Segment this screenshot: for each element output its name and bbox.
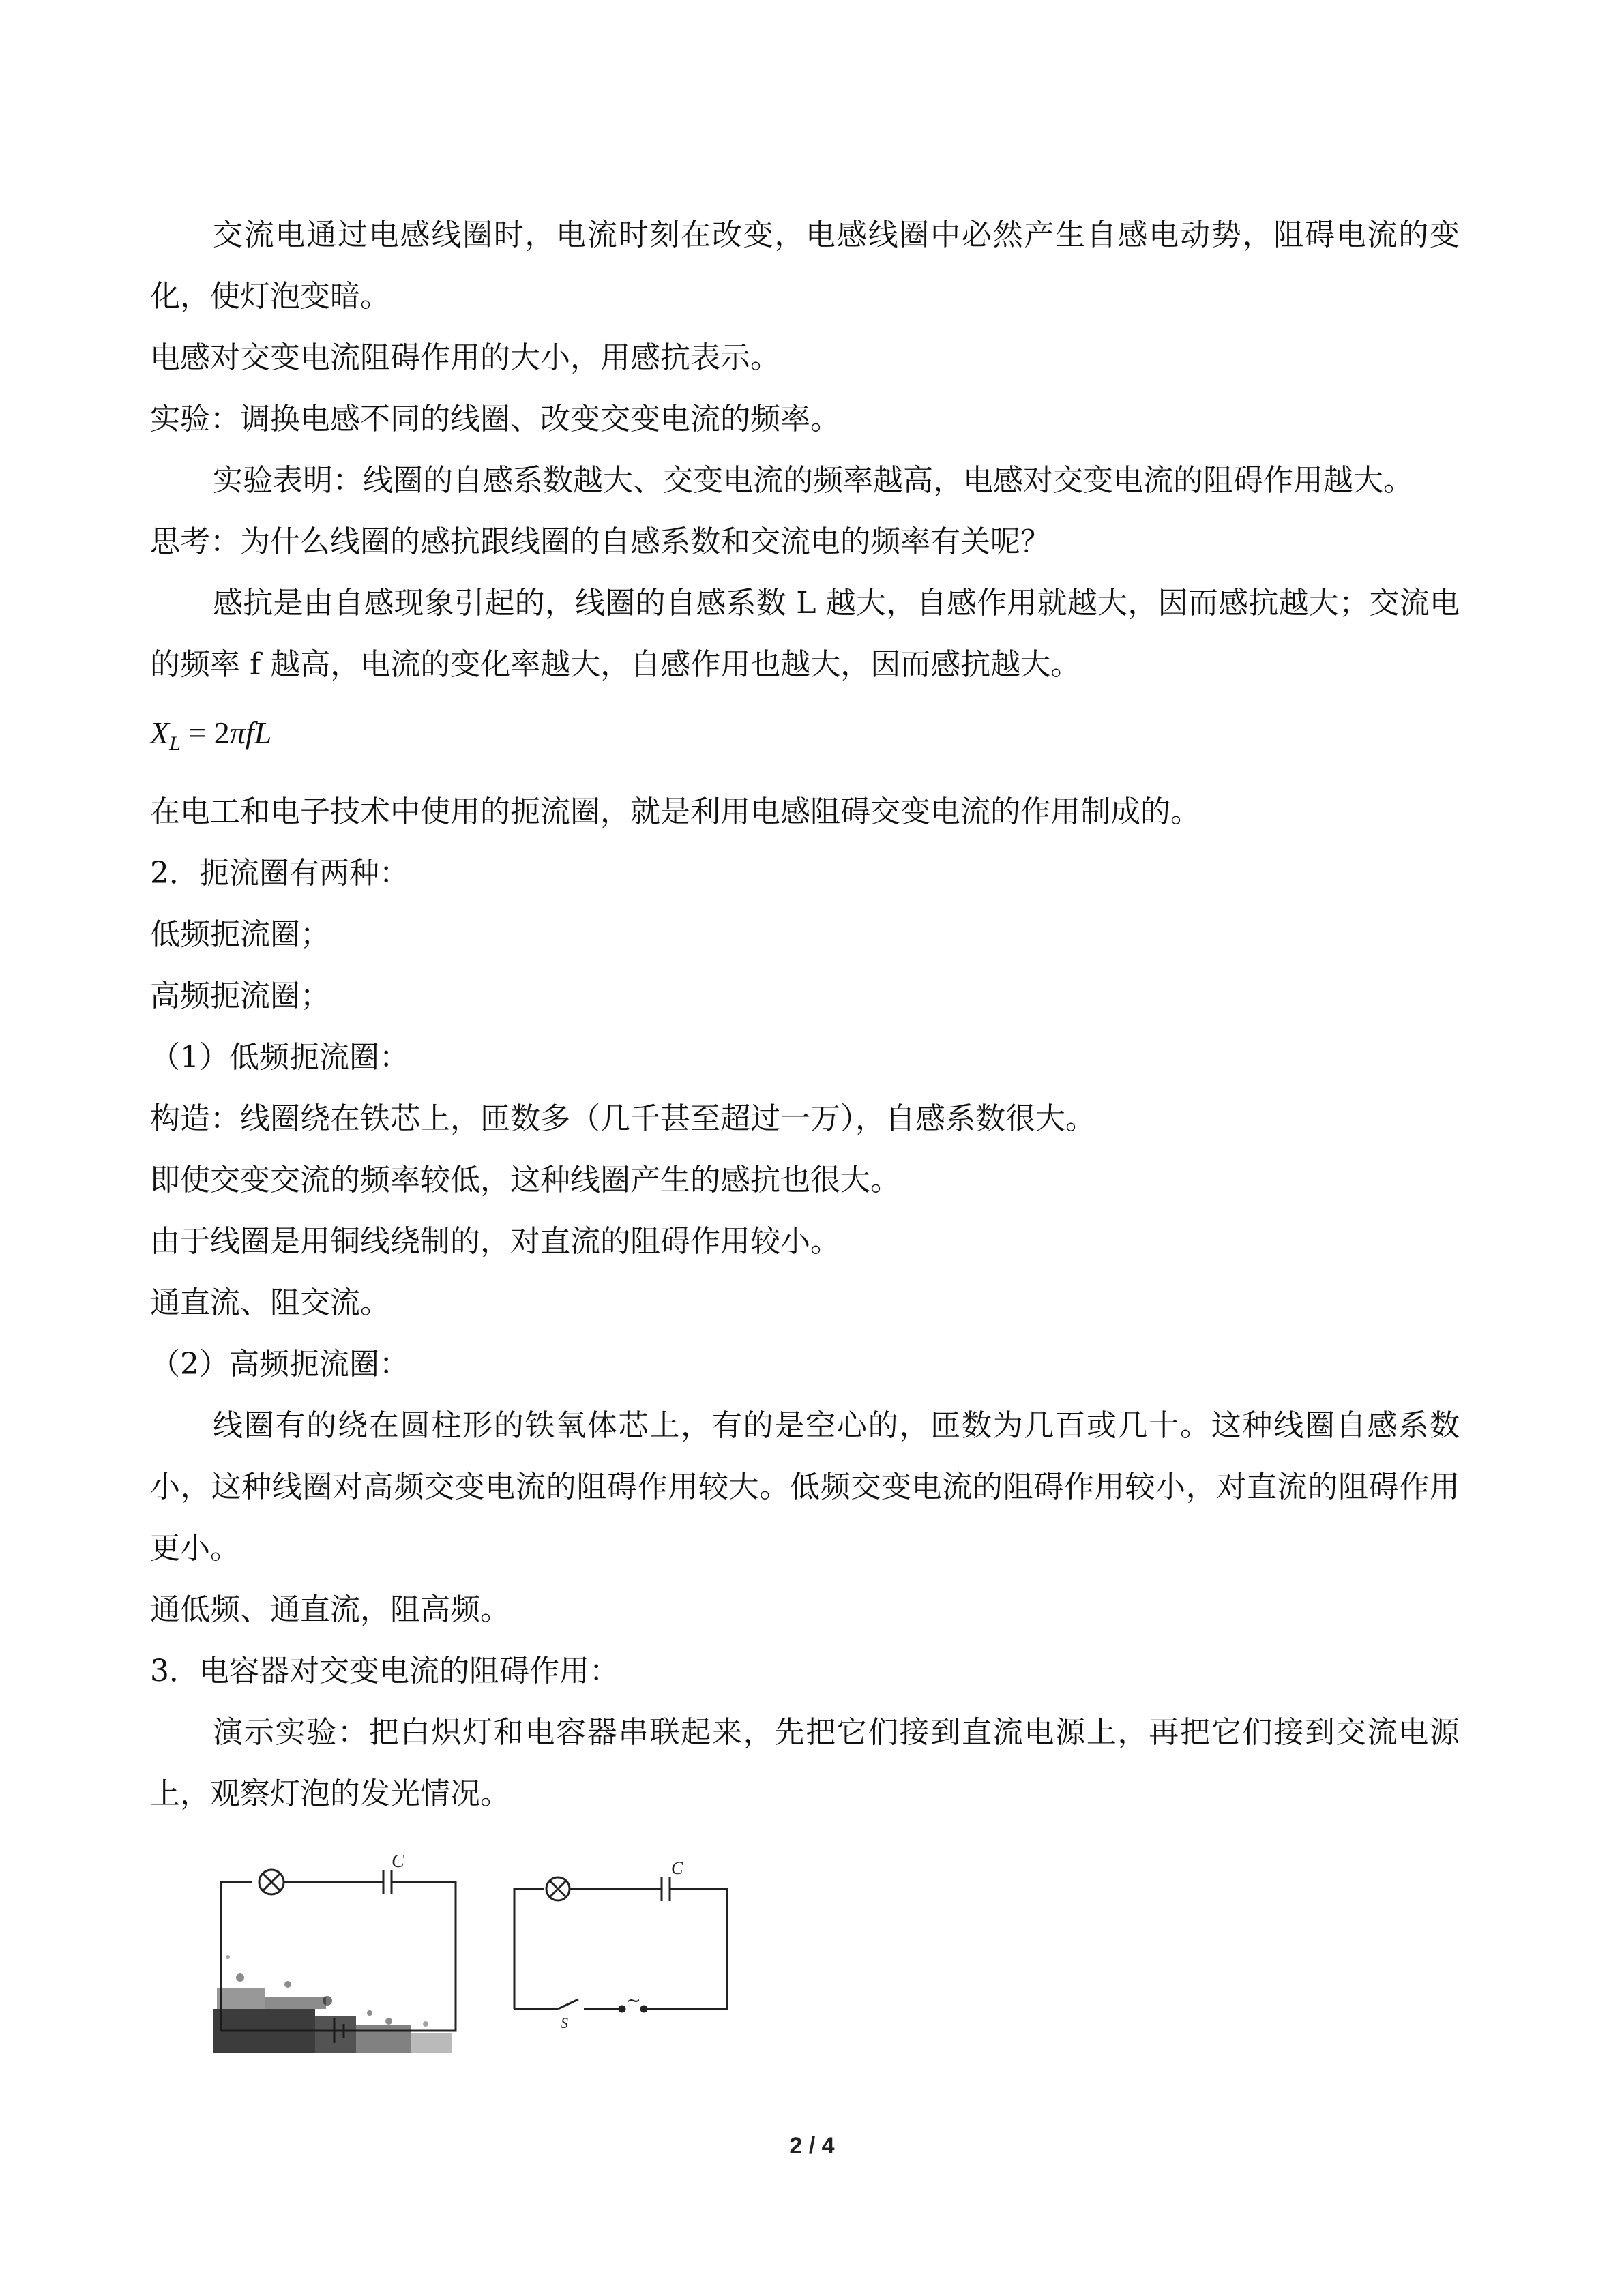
ac-source-icon: ~ xyxy=(626,1991,641,2011)
paragraph: 演示实验：把白炽灯和电容器串联起来，先把它们接到直流电源上，再把它们接到交流电源上，观察灯泡的发光情况。 xyxy=(150,1715,1460,1811)
paragraph: 思考：为什么线圈的感抗跟线圈的自感系数和交流电的频率有关呢？ xyxy=(150,524,1050,559)
switch-label: S xyxy=(561,2014,568,2031)
paragraph: 通直流、阻交流。 xyxy=(150,1285,390,1320)
subsection-heading: （1）低频扼流圈： xyxy=(150,1040,409,1075)
paragraph: 线圈有的绕在圆柱形的铁氧体芯上，有的是空心的，匝数为几百或几十。这种线圈自感系数小，这种线圈对高频交变电流的阻碍作用较大。低频交变电流的阻碍作用较小，对直流的阻碍作用更小。 xyxy=(150,1408,1460,1566)
capacitor-label: C xyxy=(671,1858,683,1878)
wire-right-bottom xyxy=(647,1889,727,2009)
paragraph: 低频扼流圈； xyxy=(150,917,330,952)
switch-icon xyxy=(558,1999,578,2009)
paragraph: 高频扼流圈； xyxy=(150,979,330,1013)
terminal-icon xyxy=(641,2006,647,2012)
terminal-icon xyxy=(619,2006,625,2012)
wire-left xyxy=(514,1889,544,2009)
section-heading: 3．电容器对交变电流的阻碍作用： xyxy=(150,1654,619,1688)
dc-circuit-diagram xyxy=(213,1855,464,2053)
page-indicator: 2 / 4 xyxy=(789,2133,835,2159)
paragraph: 实验表明：线圈的自感系数越大、交变电流的频率越高，电感对交变电流的阻碍作用越大。 xyxy=(213,463,1413,498)
inductive-reactance-formula xyxy=(150,696,1460,781)
capacitor-label: C xyxy=(392,1855,404,1872)
paragraph: 即使交变交流的频率较低，这种线圈产生的感抗也很大。 xyxy=(150,1163,900,1197)
body-text xyxy=(150,205,1460,1825)
ac-circuit-diagram xyxy=(510,1855,737,2032)
paragraph: 通低频、通直流，阻高频。 xyxy=(150,1592,510,1627)
formula-subscript: L xyxy=(169,732,181,755)
formula-pi: π xyxy=(229,715,246,750)
paragraph: 由于线圈是用铜线绕制的，对直流的阻碍作用较小。 xyxy=(150,1224,840,1259)
capacitor-icon xyxy=(662,1877,670,1901)
subsection-heading: （2）高频扼流圈： xyxy=(150,1347,409,1382)
paragraph: 交流电通过电感线圈时，电流时刻在改变，电感线圈中必然产生自感电动势，阻碍电流的变化，使灯泡变暗。 xyxy=(150,218,1460,314)
paragraph: 构造：线圈绕在铁芯上，匝数多（几千甚至超过一万），自感系数很大。 xyxy=(150,1101,1095,1136)
paragraph: 实验：调换电感不同的线圈、改变交变电流的频率。 xyxy=(150,402,840,436)
paragraph: 电感对交变电流阻碍作用的大小，用感抗表示。 xyxy=(150,340,780,375)
formula-symbol: X xyxy=(150,715,170,750)
formula-equals: = 2 xyxy=(180,715,230,750)
paragraph: 在电工和电子技术中使用的扼流圈，就是利用电感阻碍交变电流的作用制成的。 xyxy=(150,794,1200,829)
formula-rest: fL xyxy=(245,715,272,750)
section-heading: 2．扼流圈有两种： xyxy=(150,856,409,891)
paragraph: 感抗是由自感现象引起的，线圈的自感系数 L 越大，自感作用就越大，因而感抗越大；交流电的频率 f 越高，电流的变化率越大，自感作用也越大，因而感抗越大。 xyxy=(150,586,1460,682)
lamp-cross xyxy=(550,1881,566,1897)
